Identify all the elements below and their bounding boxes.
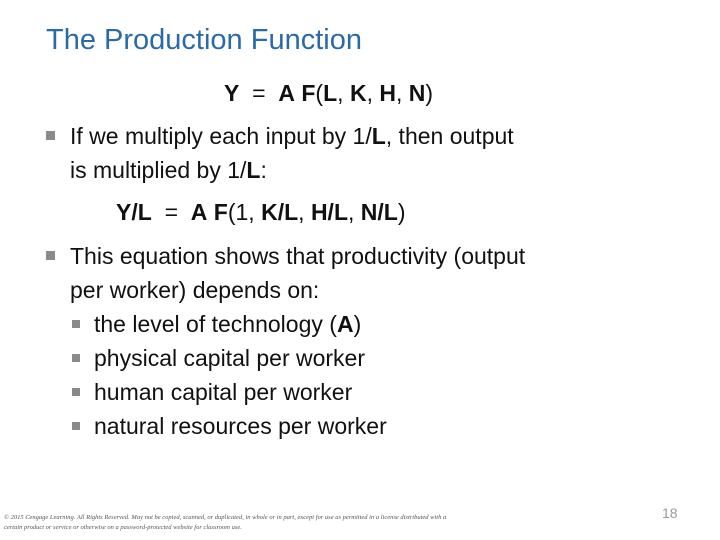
eq-comma: , [298,199,305,225]
square-bullet-icon [72,388,80,396]
eq-comma: , [337,80,344,106]
sub-bullet-bold-symbol: A [336,311,354,337]
eq-close-paren: ) [397,199,406,225]
eq-labor-symbol: L [323,80,338,106]
bullet-item-productivity [46,239,526,443]
square-bullet-icon [46,251,55,260]
bullet-item-multiply [46,119,526,187]
square-bullet-icon [72,320,80,328]
production-function-equation [224,80,433,107]
bullet-text: , then output is multiplied by 1/ [70,123,514,183]
eq-capital-per-worker-symbol: K/L [261,199,299,225]
per-worker-equation [116,199,406,226]
eq-resources-per-worker-symbol: N/L [360,199,398,225]
eq-technology-symbol: A [278,80,295,106]
eq-open-paren: (1, [227,199,255,225]
page-number: 18 [662,505,678,521]
sub-bullet-list [46,307,526,443]
eq-human-capital-per-worker-symbol: H/L [310,199,348,225]
eq-equals-sign: = [252,80,266,106]
eq-capital-symbol: K [349,80,367,106]
slide-title: The Production Function [46,24,362,56]
sub-bullet-item [72,409,526,443]
square-bullet-icon [46,131,55,140]
bullet-bold-symbol: L [246,157,261,183]
eq-function-symbol: F [301,80,316,106]
sub-bullet-item [72,307,526,341]
square-bullet-icon [72,422,80,430]
bullet-bold-symbol: L [371,123,386,149]
eq-equals-sign: = [164,199,178,225]
bullet-text: This equation shows that productivity (output per worker) depends on: [70,243,526,303]
eq-output-per-worker-symbol: Y/L [116,199,152,225]
eq-close-paren: ) [425,80,434,106]
eq-technology-symbol: A [190,199,208,225]
bullet-text: If we multiply each input by 1/ [70,123,372,149]
sub-bullet-text: human capital per worker [94,379,353,405]
eq-comma: , [348,199,355,225]
eq-resources-symbol: N [408,80,426,106]
sub-bullet-text: the level of technology ( [94,311,337,337]
eq-open-paren: ( [315,80,324,106]
sub-bullet-item [72,341,526,375]
sub-bullet-item [72,375,526,409]
sub-bullet-text: natural resources per worker [94,413,387,439]
square-bullet-icon [72,354,80,362]
eq-output-symbol: Y [224,80,240,106]
eq-comma: , [395,80,403,106]
eq-function-symbol: F [213,199,228,225]
sub-bullet-text: ) [353,311,362,337]
copyright-notice: © 2015 Cengage Learning. All Rights Reserved. May not be copied, scanned, or duplicated, in whole or in part, except for use as permitted in a license distributed with a certain product or service or otherwise on a password-protected website for classroom use. [4,514,447,531]
eq-comma: , [366,80,373,106]
bullet-text: : [260,157,267,183]
eq-human-capital-symbol: H [379,80,396,106]
sub-bullet-text: physical capital per worker [94,345,366,371]
